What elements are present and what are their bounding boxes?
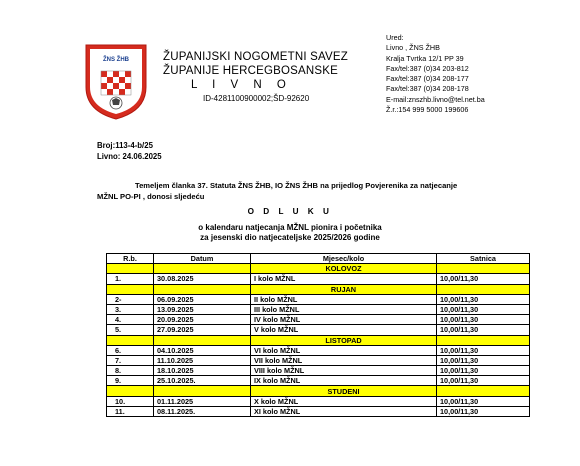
row-date: 30.08.2025: [154, 274, 251, 284]
month-label: RUJAN: [251, 284, 437, 294]
contact-block: [386, 33, 485, 115]
contact-line: Ured:: [386, 33, 404, 42]
contact-line: Livno , ŽNS ŽHB: [386, 43, 440, 53]
month-cell-empty: [437, 284, 530, 294]
column-header-date: Datum: [154, 254, 251, 264]
table-row: [107, 315, 530, 325]
decision-subtitle-1: o kalendaru natjecanja MŽNL pionira i početnika: [198, 222, 382, 232]
table-row: [107, 396, 530, 406]
month-row: [107, 264, 530, 274]
month-cell-empty: [107, 284, 154, 294]
row-number: 9.: [107, 376, 154, 386]
intro-line-2: MŽNL PO-PI , donosi sljedeću: [97, 192, 205, 201]
month-cell-empty: [154, 264, 251, 274]
reference-date: Livno: 24.06.2025: [97, 152, 162, 161]
row-round: X kolo MŽNL: [251, 396, 437, 406]
contact-line: Fax/tel:387 (0)34 203-812: [386, 63, 469, 73]
table-header-row: [107, 254, 530, 264]
row-number: 6.: [107, 345, 154, 355]
month-label: LISTOPAD: [251, 335, 437, 345]
table-row: [107, 406, 530, 416]
contact-line: Ž.r.:154 999 5000 199606: [386, 105, 469, 115]
row-number: 3.: [107, 304, 154, 314]
row-time: 10,00/11,30: [437, 325, 530, 335]
row-round: III kolo MŽNL: [251, 304, 437, 314]
row-number: 10.: [107, 396, 154, 406]
reference-block: [97, 140, 162, 162]
table-row: [107, 294, 530, 304]
row-round: V kolo MŽNL: [251, 325, 437, 335]
row-date: 06.09.2025: [154, 294, 251, 304]
month-cell-empty: [437, 335, 530, 345]
table-row: [107, 366, 530, 376]
federation-crest-logo: [80, 41, 152, 121]
column-header-time: Satnica: [437, 254, 530, 264]
month-cell-empty: [107, 386, 154, 396]
row-date: 25.10.2025.: [154, 376, 251, 386]
row-date: 08.11.2025.: [154, 406, 251, 416]
row-round: IX kolo MŽNL: [251, 376, 437, 386]
row-number: 5.: [107, 325, 154, 335]
month-cell-empty: [107, 264, 154, 274]
row-date: 13.09.2025: [154, 304, 251, 314]
row-date: 27.09.2025: [154, 325, 251, 335]
row-number: 8.: [107, 366, 154, 376]
row-time: 10,00/11,30: [437, 396, 530, 406]
month-label: KOLOVOZ: [251, 264, 437, 274]
row-date: 11.10.2025: [154, 355, 251, 365]
month-cell-empty: [154, 284, 251, 294]
row-round: VI kolo MŽNL: [251, 345, 437, 355]
row-time: 10,00/11,30: [437, 366, 530, 376]
month-cell-empty: [107, 335, 154, 345]
intro-paragraph: [97, 180, 507, 202]
row-time: 10,00/11,30: [437, 376, 530, 386]
contact-line: E-mail:znszhb.livno@tel.net.ba: [386, 94, 485, 104]
month-cell-empty: [154, 335, 251, 345]
decision-heading: [0, 207, 580, 244]
table-row: [107, 304, 530, 314]
org-line-3: L I V N O: [191, 79, 292, 91]
contact-line: Fax/tel:387 (0)34 208-178: [386, 84, 469, 94]
row-date: 18.10.2025: [154, 366, 251, 376]
organization-name: [163, 50, 348, 106]
row-number: 2-: [107, 294, 154, 304]
month-row: [107, 284, 530, 294]
decision-title: O D L U K U: [247, 207, 333, 216]
month-row: [107, 335, 530, 345]
column-header-rb: R.b.: [107, 254, 154, 264]
row-round: II kolo MŽNL: [251, 294, 437, 304]
row-time: 10,00/11,30: [437, 274, 530, 284]
row-round: XI kolo MŽNL: [251, 406, 437, 416]
row-time: 10,00/11,30: [437, 304, 530, 314]
row-date: 04.10.2025: [154, 345, 251, 355]
row-round: IV kolo MŽNL: [251, 315, 437, 325]
org-line-1: ŽUPANIJSKI NOGOMETNI SAVEZ: [163, 51, 348, 63]
row-date: 01.11.2025: [154, 396, 251, 406]
column-header-round: Mjesec/kolo: [251, 254, 437, 264]
month-row: [107, 386, 530, 396]
table-row: [107, 355, 530, 365]
table-row: [107, 325, 530, 335]
row-time: 10,00/11,30: [437, 345, 530, 355]
row-round: VII kolo MŽNL: [251, 355, 437, 365]
row-number: 7.: [107, 355, 154, 365]
month-label: STUDENI: [251, 386, 437, 396]
schedule-table: [106, 253, 530, 417]
row-time: 10,00/11,30: [437, 315, 530, 325]
month-cell-empty: [437, 386, 530, 396]
reference-number: Broj:113-4-b/25: [97, 141, 153, 150]
contact-line: Fax/tel:387 (0)34 208-177: [386, 74, 469, 84]
row-time: 10,00/11,30: [437, 355, 530, 365]
table-row: [107, 345, 530, 355]
intro-line-1: Temeljem članka 37. Statuta ŽNS ŽHB, IO ŽNS ŽHB na prijedlog Povjerenika za natjecanje: [135, 181, 458, 190]
row-round: I kolo MŽNL: [251, 274, 437, 284]
row-number: 4.: [107, 315, 154, 325]
row-date: 20.09.2025: [154, 315, 251, 325]
row-time: 10,00/11,30: [437, 294, 530, 304]
contact-line: Kralja Tvrtka 12/1 PP 39: [386, 53, 464, 63]
schedule-table-body: [107, 264, 530, 417]
row-time: 10,00/11,30: [437, 406, 530, 416]
row-number: 1.: [107, 274, 154, 284]
month-cell-empty: [154, 386, 251, 396]
row-round: VIII kolo MŽNL: [251, 366, 437, 376]
org-ids: ID-4281100900002;ŠD-92620: [203, 94, 310, 103]
crest-label: ŽNS ŽHB: [103, 57, 129, 63]
month-cell-empty: [437, 264, 530, 274]
table-row: [107, 274, 530, 284]
table-row: [107, 376, 530, 386]
row-number: 11.: [107, 406, 154, 416]
org-line-2: ŽUPANIJE HERCEGBOSANSKE: [163, 65, 339, 77]
decision-subtitle-2: za jesenski dio natjecateljske 2025/2026 godine: [200, 233, 380, 242]
